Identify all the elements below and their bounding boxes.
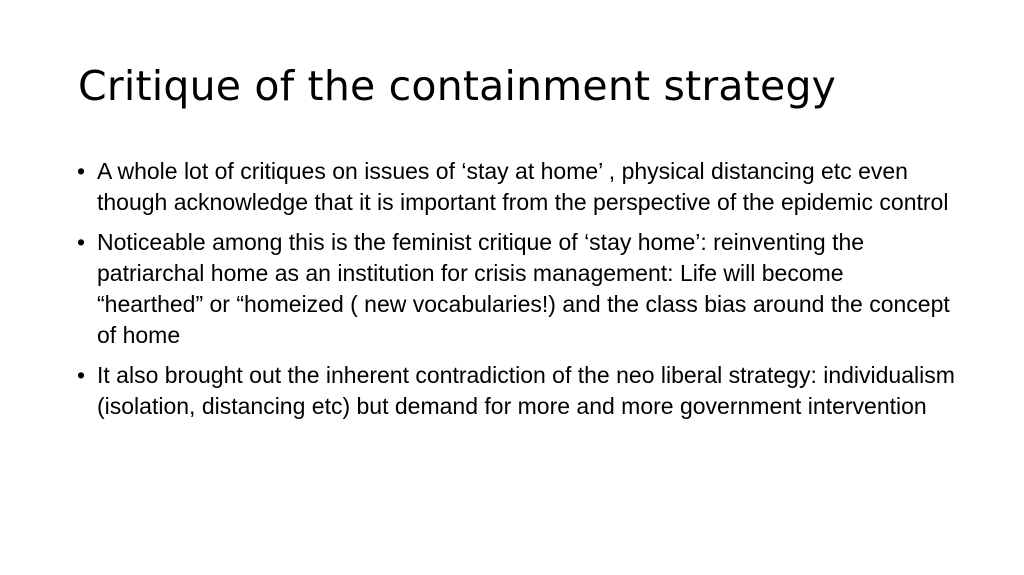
bullet-list [76,156,956,431]
bullet-icon: • [77,229,86,255]
bullet-icon: • [77,362,86,388]
bullet-item [76,156,956,218]
bullet-item [76,360,956,422]
bullet-text: It also brought out the inherent contradiction of the neo liberal strategy: individualism (isolation, distancing etc) but demand for more and more government intervention [97,362,955,419]
bullet-text: Noticeable among this is the feminist critique of ‘stay home’: reinventing the patriarchal home as an institution for crisis management: Life will become “hearthed” or “homeized ( new vocabularies!) and the class bias around the concept of home [97,229,950,348]
slide-title: Critique of the containment strategy [78,62,837,110]
bullet-icon: • [77,158,86,184]
bullet-text: A whole lot of critiques on issues of ‘stay at home’ , physical distancing etc even though acknowledge that it is important from the perspective of the epidemic control [97,158,949,215]
bullet-item [76,227,956,351]
